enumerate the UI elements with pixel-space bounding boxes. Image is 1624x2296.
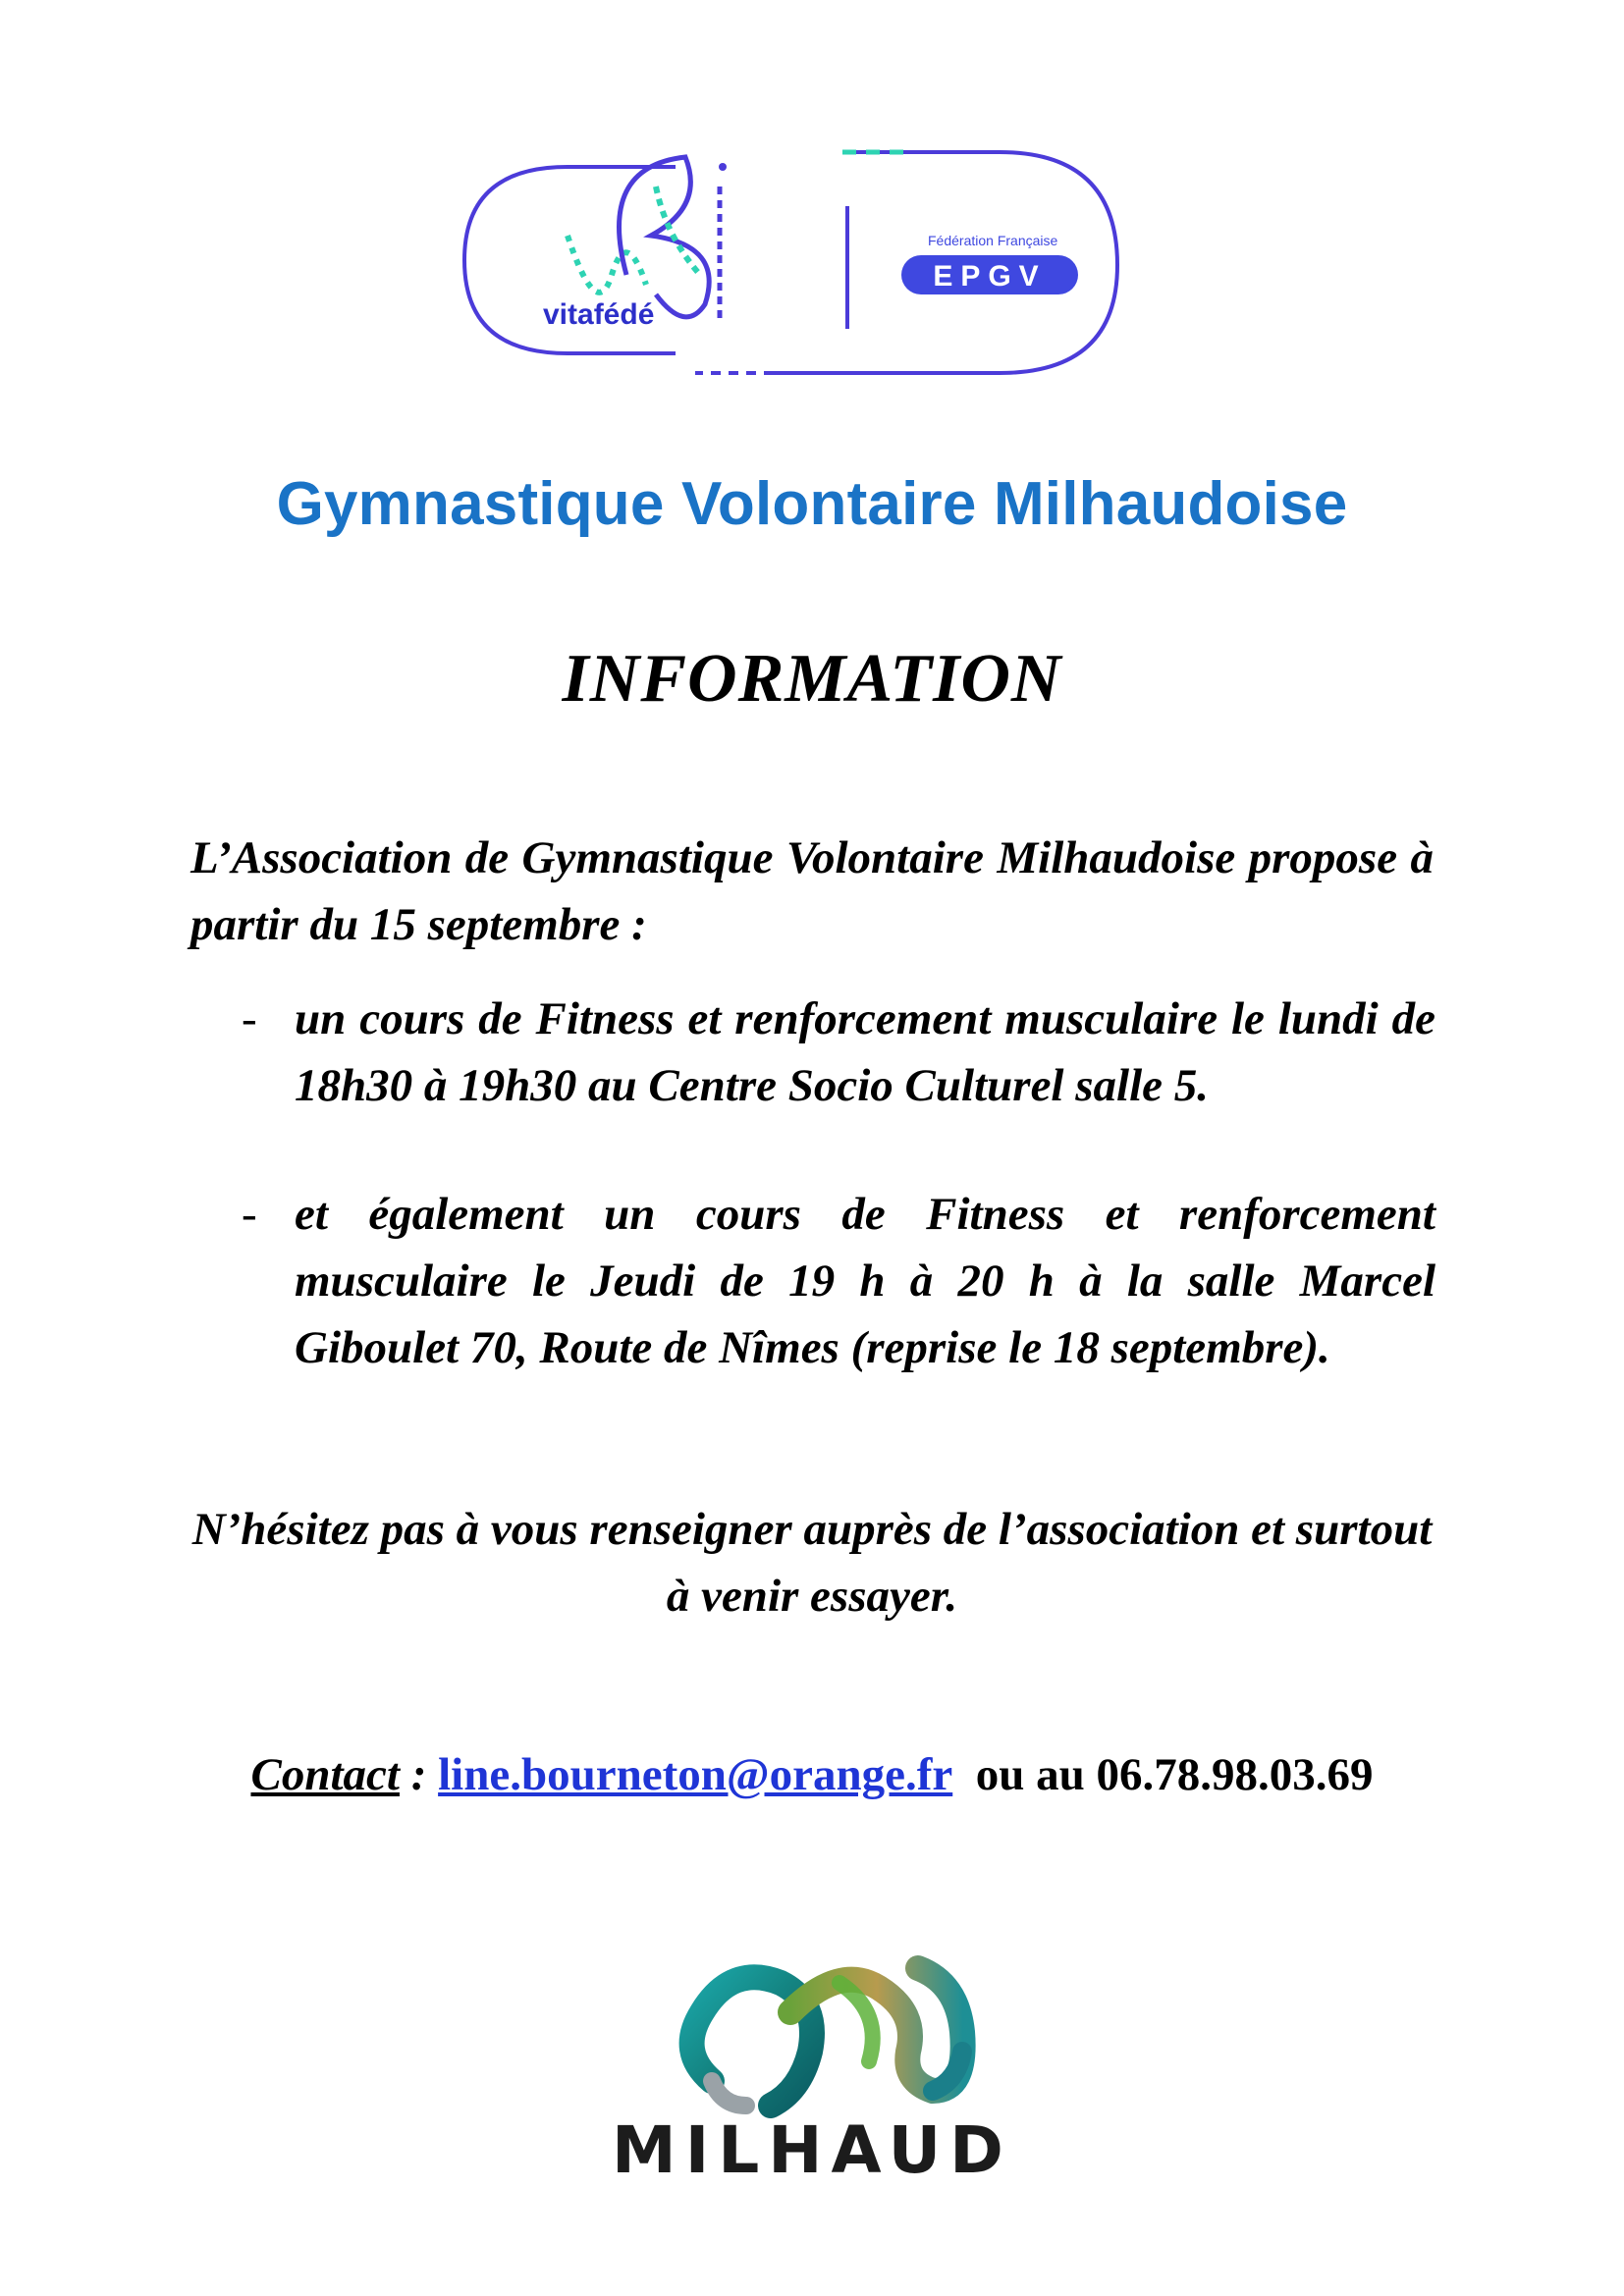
bullet-item-monday: un cours de Fitness et renforcement musculaire le lundi de 18h30 à 19h30 au Centre Socio Culturel salle 5. xyxy=(295,993,1435,1111)
milhaud-wordmark: MILHAUD xyxy=(612,2112,1012,2188)
contact-email-link[interactable]: line.bourneton@orange.fr xyxy=(438,1749,953,1800)
vitafede-epgv-logo xyxy=(450,128,1137,393)
intro-paragraph: L’Association de Gymnastique Volontaire Milhaudoise propose à partir du 15 septembre : xyxy=(190,832,1434,950)
bullet-dash: - xyxy=(242,993,257,1044)
contact-separator: : xyxy=(399,1749,439,1800)
bullet-dash: - xyxy=(242,1189,257,1240)
epgv-caption: Fédération Française xyxy=(928,233,1058,248)
contact-line xyxy=(0,1741,1624,1808)
milhaud-logo xyxy=(673,1944,987,2120)
page-heading: INFORMATION xyxy=(562,641,1062,717)
org-title: Gymnastique Volontaire Milhaudoise xyxy=(276,470,1348,538)
contact-label: Contact xyxy=(250,1749,400,1800)
vitafede-logo-text: vitafédé xyxy=(543,298,655,331)
contact-phone: ou au 06.78.98.03.69 xyxy=(975,1749,1374,1800)
epgv-acronym: EPGV xyxy=(933,260,1047,293)
closing-paragraph: N’hésitez pas à vous renseigner auprès de l’association et surtout à venir essayer. xyxy=(191,1504,1433,1622)
bullet-item-thursday: et également un cours de Fitness et renforcement musculaire le Jeudi de 19 h à 20 h à la salle Marcel Giboulet 70, Route de Nîmes (reprise le 18 septembre). xyxy=(295,1189,1435,1373)
